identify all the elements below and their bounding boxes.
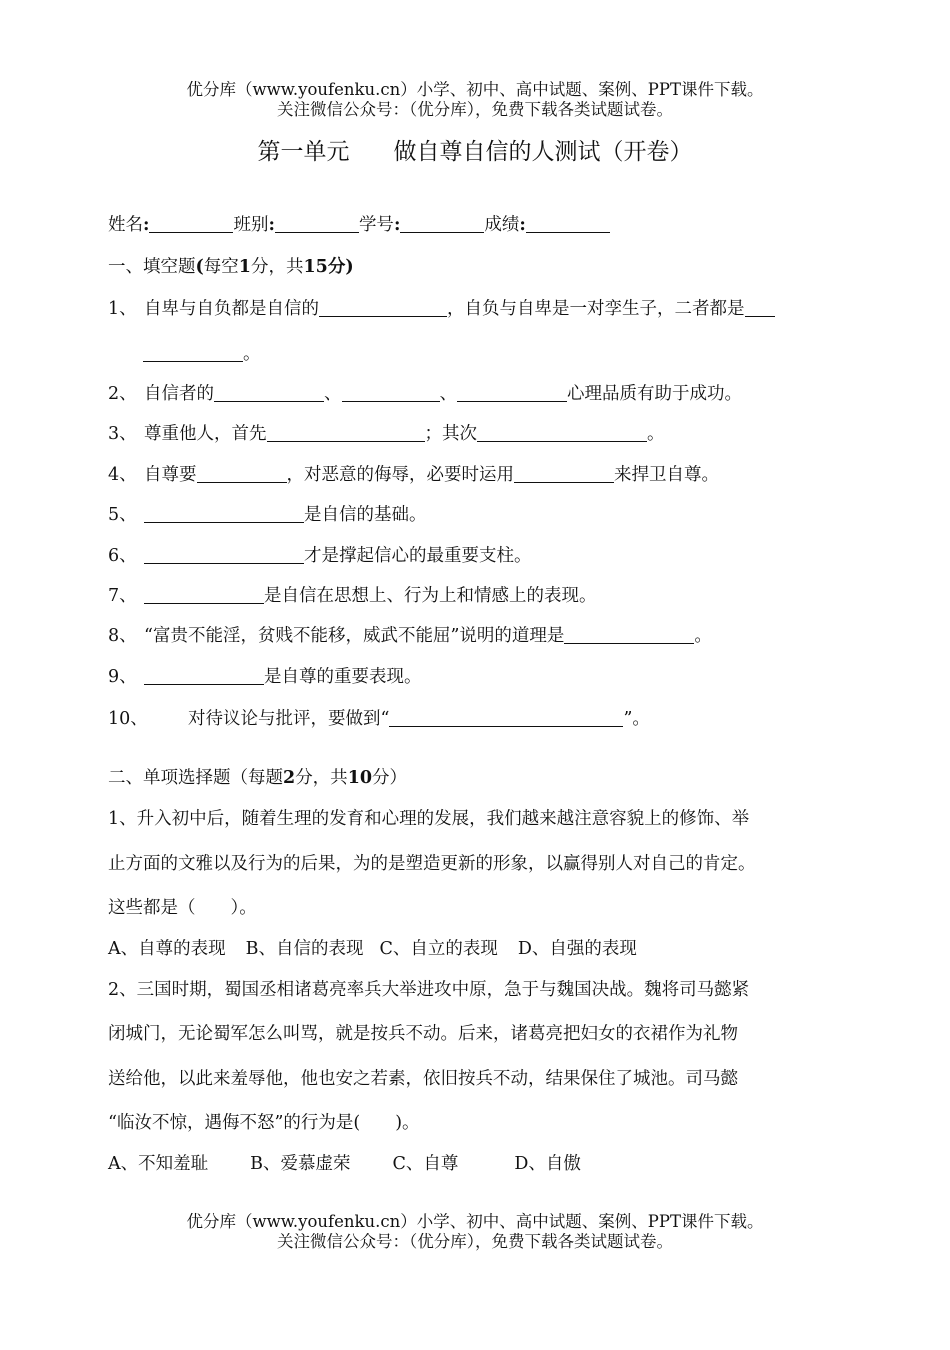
page-footer	[0, 1212, 950, 1252]
answer-blank[interactable]	[457, 383, 567, 402]
question-1: 1、 自卑与自负都是自信的 ，自负与自卑是一对孪生子，二者都是	[108, 295, 775, 320]
question-9: 9、 是自尊的重要表现。	[108, 667, 422, 687]
mc-question-1-line-3: 这些都是（ ）。	[108, 898, 257, 918]
answer-blank[interactable]	[143, 343, 243, 362]
option-b[interactable]: B、爱慕虚荣	[250, 1154, 351, 1174]
answer-blank[interactable]	[477, 423, 647, 442]
name-label: 姓名	[108, 215, 143, 235]
footer-line-2: 关注微信公众号：（优分库），免费下载各类试题试卷。	[277, 1232, 673, 1251]
mc-question-2-line-1: 2、三国时期，蜀国丞相诸葛亮率兵大举进攻中原，急于与魏国决战。魏将司马懿紧	[108, 980, 750, 1000]
score-label: 成绩	[484, 215, 520, 235]
answer-blank[interactable]	[144, 504, 304, 523]
answer-blank[interactable]	[144, 666, 264, 685]
option-c[interactable]: C、自立的表现	[379, 939, 498, 959]
answer-blank[interactable]	[267, 423, 425, 442]
mc-question-2-line-2: 闭城门，无论蜀军怎么叫骂，就是按兵不动。后来，诸葛亮把妇女的衣裙作为礼物	[108, 1024, 738, 1044]
title-unit: 第一单元	[257, 139, 350, 165]
mc-question-2-options	[108, 1150, 581, 1175]
student-info-row: 姓名: 班别: 学号: 成绩:	[108, 211, 610, 236]
answer-blank[interactable]	[342, 383, 440, 402]
question-3: 3、 尊重他人，首先 ；其次 。	[108, 424, 665, 444]
option-a[interactable]: A、自尊的表现	[108, 939, 226, 959]
header-line-1: 优分库（www.youfenku.cn）小学、初中、高中试题、案例、PPT课件下载。	[186, 80, 764, 99]
answer-blank[interactable]	[514, 464, 614, 483]
question-7: 7、 是自信在思想上、行为上和情感上的表现。	[108, 586, 597, 606]
header-line-2: 关注微信公众号：（优分库），免费下载各类试题试卷。	[277, 100, 673, 119]
option-d[interactable]: D、自傲	[514, 1154, 581, 1174]
question-1-cont: 。	[143, 340, 261, 365]
question-10: 10、 对待议论与批评，要做到“ ”。	[108, 709, 650, 729]
class-blank[interactable]	[275, 214, 359, 233]
question-4: 4、 自尊要 ，对恶意的侮辱，必要时运用 来捍卫自尊。	[108, 465, 719, 485]
mc-question-2-line-3: 送给他，以此来羞辱他，他也安之若素，依旧按兵不动，结果保住了城池。司马懿	[108, 1069, 738, 1089]
answer-blank[interactable]	[389, 708, 623, 727]
question-8: 8、 “富贵不能淫，贫贱不能移，威武不能屈”说明的道理是 。	[108, 626, 712, 646]
page-header-top	[0, 80, 950, 120]
mc-question-1-line-2: 止方面的文雅以及行为的后果，为的是塑造更新的形象，以赢得别人对自己的肯定。	[108, 854, 756, 874]
answer-blank[interactable]	[144, 585, 264, 604]
option-d[interactable]: D、自强的表现	[517, 939, 637, 959]
mc-question-2-line-4: “临汝不惊，遇侮不怒”的行为是( )。	[108, 1113, 420, 1133]
option-a[interactable]: A、不知羞耻	[108, 1154, 209, 1174]
page-title	[0, 133, 950, 166]
section1-title: 一、填空题(每空1分，共15分)	[108, 257, 354, 277]
option-b[interactable]: B、自信的表现	[245, 939, 364, 959]
footer-line-1: 优分库（www.youfenku.cn）小学、初中、高中试题、案例、PPT课件下载。	[186, 1212, 764, 1231]
answer-blank[interactable]	[144, 545, 304, 564]
answer-blank[interactable]	[214, 383, 324, 402]
answer-blank[interactable]	[745, 298, 775, 317]
question-5: 5、 是自信的基础。	[108, 505, 427, 525]
score-blank[interactable]	[526, 214, 610, 233]
option-c[interactable]: C、自尊	[392, 1154, 459, 1174]
question-6: 6、 才是撑起信心的最重要支柱。	[108, 546, 532, 566]
section2-title: 二、单项选择题（每题2分，共10分）	[108, 768, 408, 788]
answer-blank[interactable]	[197, 464, 287, 483]
id-blank[interactable]	[400, 214, 484, 233]
mc-question-1-options	[108, 935, 637, 960]
id-label: 学号	[358, 215, 394, 235]
answer-blank[interactable]	[564, 625, 694, 644]
class-label: 班别	[233, 215, 269, 235]
mc-question-1-line-1: 1、升入初中后，随着生理的发育和心理的发展，我们越来越注意容貌上的修饰、举	[108, 809, 750, 829]
answer-blank[interactable]	[319, 298, 447, 317]
title-text: 做自尊自信的人测试（开卷）	[393, 139, 693, 165]
question-2: 2、 自信者的 、 、 心理品质有助于成功。	[108, 384, 742, 404]
name-blank[interactable]	[149, 214, 233, 233]
